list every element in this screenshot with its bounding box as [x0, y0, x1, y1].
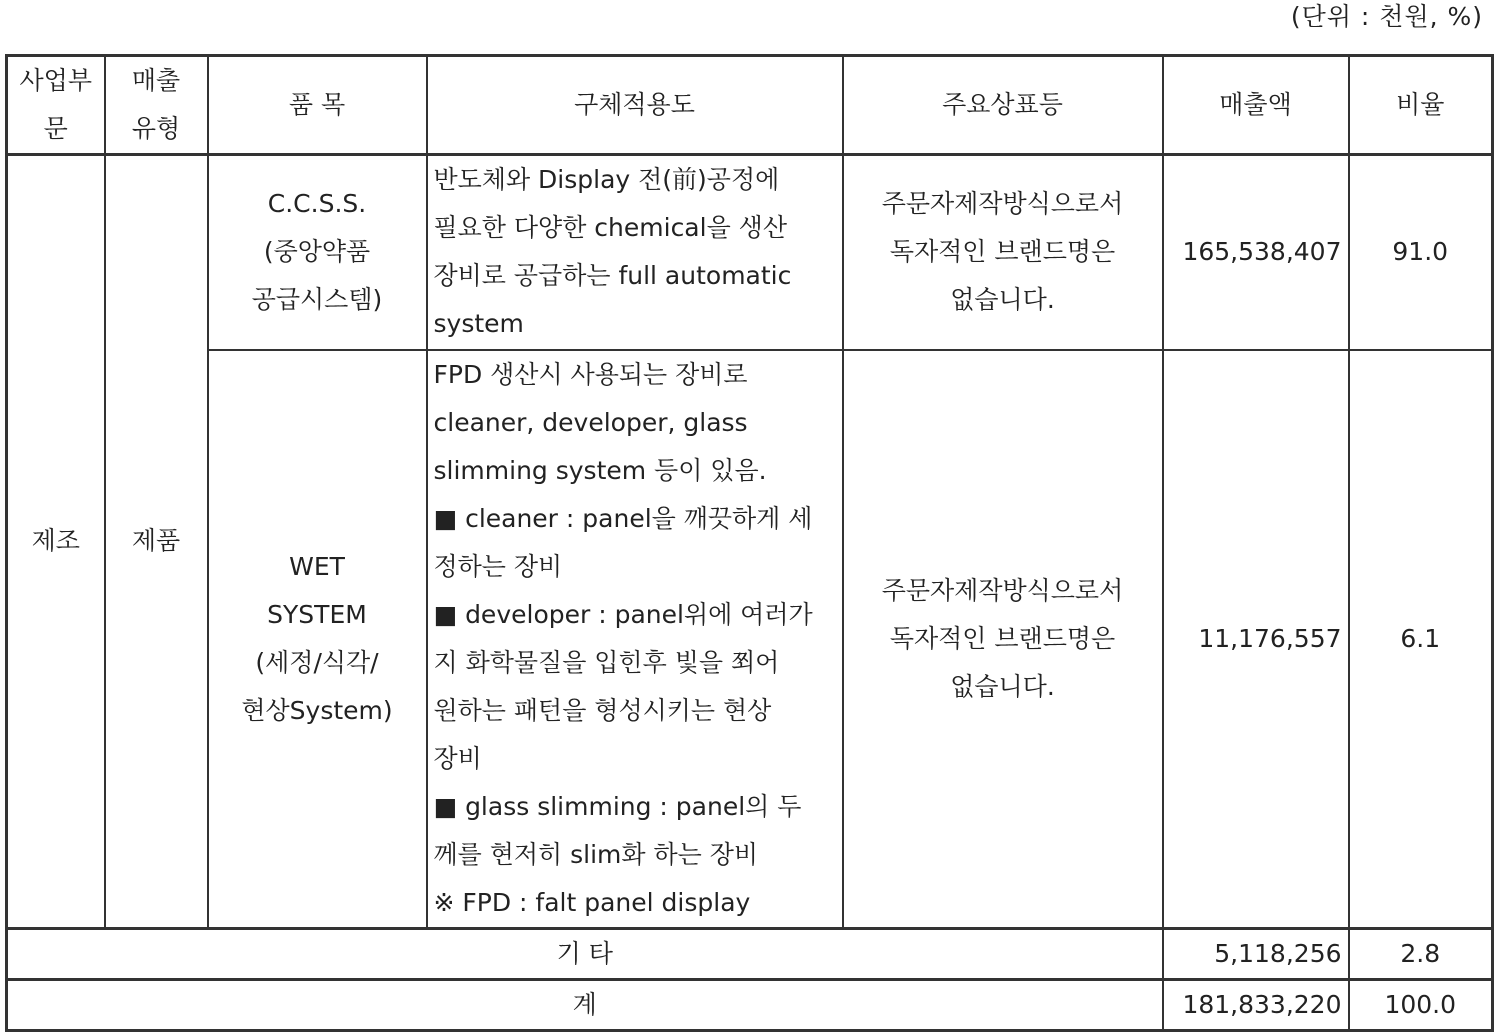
- usage-line: 지 화학물질을 입힌후 빛을 쬐어: [433, 647, 780, 677]
- usage-line: ■ developer : panel위에 여러가: [433, 599, 813, 629]
- usage-line: 원하는 패턴을 형성시키는 현상: [433, 695, 772, 725]
- sales-cell: 11,176,557: [1163, 350, 1349, 929]
- item-cell: C.C.S.S. (중앙약품 공급시스템): [208, 155, 427, 350]
- usage-line: slimming system 등이 있음.: [433, 455, 767, 485]
- brand-cell: 주문자제작방식으로서 독자적인 브랜드명은 없습니다.: [843, 155, 1163, 350]
- usage-line: system: [433, 309, 524, 338]
- header-row: [7, 56, 1493, 155]
- unit-note: (단위 : 천원, %): [1290, 2, 1483, 31]
- table-row: [7, 155, 1493, 350]
- division-cell: 제조: [7, 155, 105, 929]
- usage-line: ■ cleaner : panel을 깨끗하게 세: [433, 503, 813, 533]
- header-item: 품 목: [208, 56, 427, 155]
- header-sales: 매출액: [1163, 56, 1349, 155]
- usage-line: 장비로 공급하는 full automatic: [433, 261, 792, 290]
- header-usage: 구체적용도: [427, 56, 843, 155]
- sales-table: [5, 54, 1494, 1032]
- sales-type-cell: 제품: [105, 155, 208, 929]
- usage-line: 필요한 다양한 chemical을 생산: [433, 213, 787, 242]
- other-ratio: 2.8: [1349, 928, 1493, 979]
- header-division: 사업부 문: [7, 56, 105, 155]
- usage-line: 정하는 장비: [433, 551, 563, 581]
- sales-cell: 165,538,407: [1163, 155, 1349, 350]
- total-ratio: 100.0: [1349, 979, 1493, 1030]
- usage-cell: [427, 350, 843, 929]
- other-sales: 5,118,256: [1163, 928, 1349, 979]
- header-sales-type: 매출 유형: [105, 56, 208, 155]
- usage-line: ■ glass slimming : panel의 두: [433, 791, 802, 821]
- usage-cell: [427, 155, 843, 350]
- item-cell: WET SYSTEM (세정/식각/ 현상System): [208, 350, 427, 929]
- other-label: 기 타: [7, 928, 1163, 979]
- ratio-cell: 6.1: [1349, 350, 1493, 929]
- other-row: [7, 928, 1493, 979]
- brand-cell: 주문자제작방식으로서 독자적인 브랜드명은 없습니다.: [843, 350, 1163, 929]
- total-label: 계: [7, 979, 1163, 1030]
- usage-line: cleaner, developer, glass: [433, 407, 748, 437]
- total-sales: 181,833,220: [1163, 979, 1349, 1030]
- ratio-cell: 91.0: [1349, 155, 1493, 350]
- total-row: [7, 979, 1493, 1030]
- usage-line: FPD 생산시 사용되는 장비로: [433, 359, 748, 389]
- usage-line: 반도체와 Display 전(前)공정에: [433, 165, 780, 194]
- usage-line: 장비: [433, 743, 482, 773]
- usage-line: 께를 현저히 slim화 하는 장비: [433, 839, 759, 869]
- table-row: [7, 350, 1493, 929]
- usage-line: ※ FPD : falt panel display: [433, 887, 751, 917]
- header-brand: 주요상표등: [843, 56, 1163, 155]
- header-ratio: 비율: [1349, 56, 1493, 155]
